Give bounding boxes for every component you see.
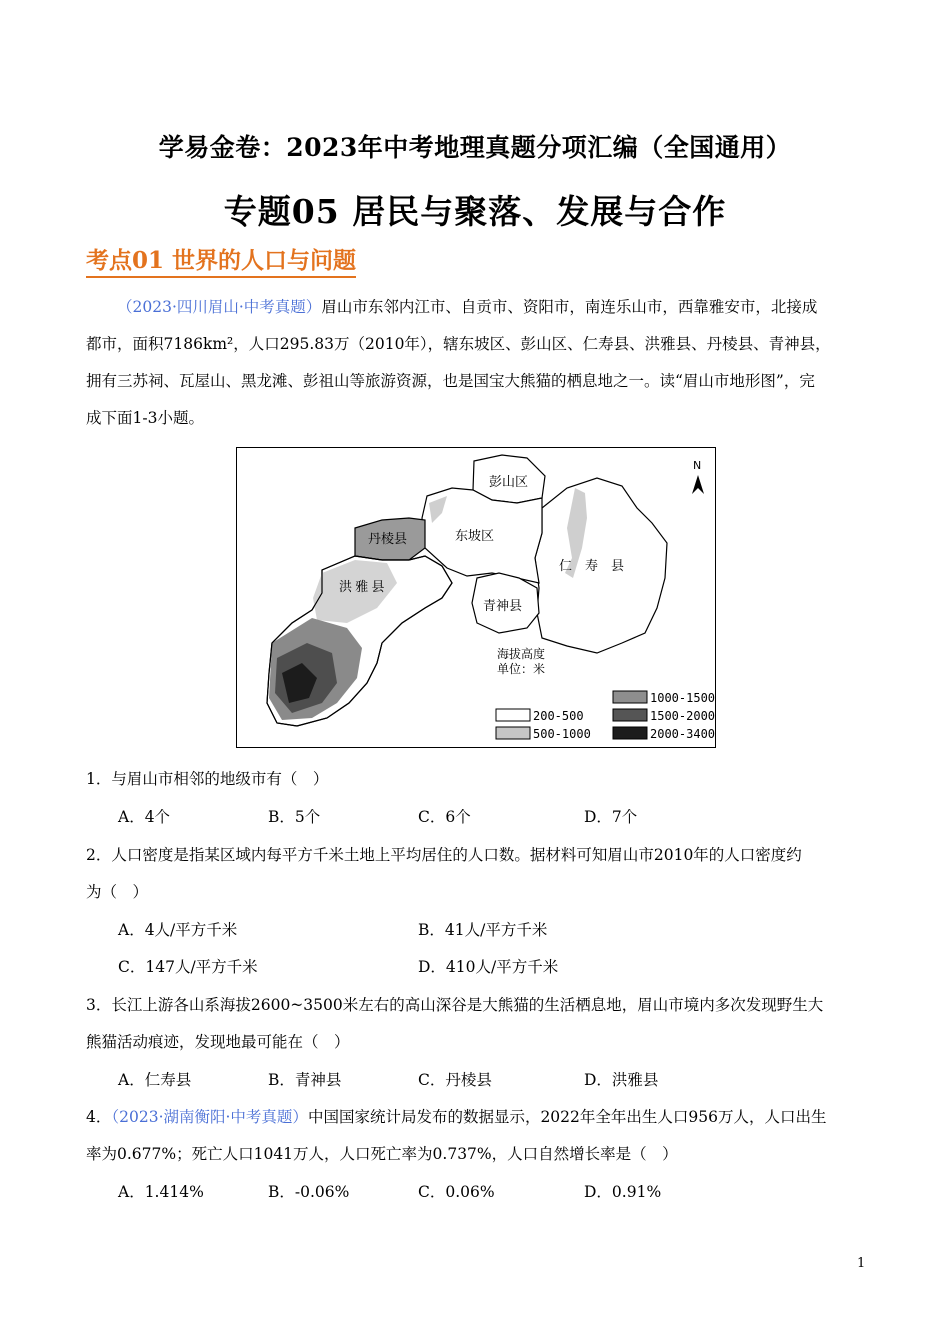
north-label: N (693, 459, 702, 472)
q4-option-c: C．0.06% (418, 1183, 495, 1201)
legend-swatch-1000-1500 (613, 691, 647, 703)
q2-option-a: A．4人/平方千米 (118, 921, 238, 939)
question-4-stem-line2: 率为0.677%；死亡人口1041万人，人口死亡率为0.737%，人口自然增长率是（ ） (86, 1145, 678, 1163)
q3-option-b: B．青神县 (268, 1071, 342, 1089)
intro-source: （2023·四川眉山·中考真题） (117, 298, 322, 316)
q2-option-d: D．410人/平方千米 (418, 958, 559, 976)
svg-text:1500-2000: 1500-2000 (650, 709, 715, 723)
label-danling: 丹棱县 (368, 531, 408, 546)
q3-option-a: A．仁寿县 (118, 1071, 192, 1089)
question-2-stem-line2: 为（ ） (86, 883, 149, 901)
q3-option-d: D．洪雅县 (584, 1071, 659, 1089)
question-3-stem-line2: 熊猫活动痕迹，发现地最可能在（ ） (86, 1033, 350, 1051)
label-hongya: 洪 雅 县 (339, 579, 385, 594)
label-pengshan: 彭山区 (489, 474, 529, 489)
q4-option-d: D．0.91% (584, 1183, 662, 1201)
topic-title: 专题05 居民与聚落、发展与合作 (223, 192, 727, 231)
legend-swatch-1500-2000 (613, 709, 647, 721)
q1-option-d: D．7个 (584, 808, 638, 826)
label-dongpo: 东坡区 (455, 528, 495, 543)
question-4-stem-line1: 4．（2023·湖南衡阳·中考真题）中国国家统计局发布的数据显示，2022年全年出生人口956万人，人口出生 (86, 1108, 827, 1126)
question-4-source: （2023·湖南衡阳·中考真题） (111, 1108, 308, 1126)
section-heading: 考点01 世界的人口与问题 (86, 247, 356, 278)
q2-option-c: C．147人/平方千米 (118, 958, 258, 976)
q3-option-c: C．丹棱县 (418, 1071, 492, 1089)
intro-line-4: 成下面1-3小题。 (86, 409, 204, 427)
legend-swatch-500-1000 (496, 727, 530, 739)
question-3-stem-line1: 3．长江上游各山系海拔2600~3500米左右的高山深谷是大熊猫的生活栖息地，眉山市境内多次发现野生大 (86, 996, 824, 1014)
intro-line-3: 拥有三苏祠、瓦屋山、黑龙滩、彭祖山等旅游资源，也是国宝大熊猫的栖息地之一。读“眉山市地形图”，完 (86, 372, 815, 390)
label-renshou: 仁 寿 县 (559, 558, 625, 573)
q1-option-c: C．6个 (418, 808, 471, 826)
svg-text:2000-3400: 2000-3400 (650, 727, 715, 741)
legend-swatch-2000-3400 (613, 727, 647, 739)
intro-line-2: 都市，面积7186km²，人口295.83万（2010年），辖东坡区、彭山区、仁寿县、洪雅县、丹棱县、青神县， (86, 335, 831, 353)
svg-text:1000-1500: 1000-1500 (650, 691, 715, 705)
svg-text:500-1000: 500-1000 (533, 727, 591, 741)
document-title: 学易金卷：2023年中考地理真题分项汇编（全国通用） (158, 133, 792, 162)
q2-option-b: B．41人/平方千米 (418, 921, 548, 939)
label-qingshen: 青神县 (483, 598, 523, 613)
north-arrow-icon (692, 475, 704, 494)
intro-line-1: （2023·四川眉山·中考真题）眉山市东邻内江市、自贡市、资阳市，南连乐山市，西靠雅安市，北接成 (117, 298, 818, 316)
legend-unit: 单位：米 (497, 662, 546, 676)
meishan-terrain-map (236, 447, 716, 748)
q1-option-a: A．4个 (118, 808, 171, 826)
legend-title: 海拔高度 (497, 647, 546, 661)
question-2-stem-line1: 2．人口密度是指某区域内每平方千米土地上平均居住的人口数。据材料可知眉山市2010年的人口密度约 (86, 846, 802, 864)
page-number: 1 (857, 1256, 866, 1271)
legend-swatch-200-500 (496, 709, 530, 721)
q1-option-b: B．5个 (268, 808, 321, 826)
q4-option-a: A．1.414% (118, 1183, 204, 1201)
question-1-stem: 1．与眉山市相邻的地级市有（ ） (86, 770, 329, 788)
q4-option-b: B．-0.06% (268, 1183, 350, 1201)
svg-text:200-500: 200-500 (533, 709, 584, 723)
